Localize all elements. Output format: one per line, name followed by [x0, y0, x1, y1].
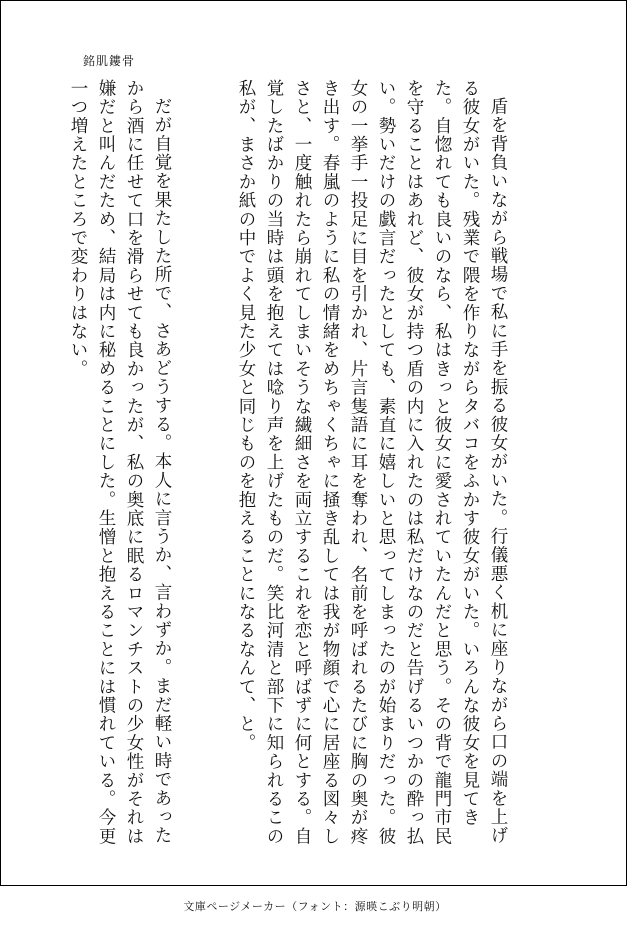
- page-title: 銘肌鏤骨: [83, 54, 136, 68]
- body-text: [8, 79, 568, 859]
- footer-credit: 文庫ページメーカー（フォント：源暎こぶり明朝）: [183, 900, 447, 913]
- paragraph-1: 盾を背負いながら戦場で私に手を振る彼女がいた。行儀悪く机に座りながら口の端を上げる彼女がいた。残業で隈を作りながらタバコをふかす彼女がいた。いろんな彼女を見てきた。自惚れても良いのなら、私はきっと彼女に愛されていたんだと思う。その背で龍門市民を守ることはあれど、彼女が持つ盾の内に入れたのは私だけなのだと告げるいつかの酔っ払い。勢いだけの戯言だったとしても、素直に嬉しいと思ってしまったのが始まりだった。彼女の一挙手一投足に目を引かれ、片言隻語に耳を奪われ、名前を呼ばれるたびに胸の奥が疼き出す。春嵐のように私の情緒をめちゃくちゃに掻き乱しては我が物顔で心に居座る図々しさと、一度触れたら崩れてしまいそうな繊細さを両立するこれを恋と呼ばずに何とする。自覚したばかりの当時は頭を抱えては唸り声を上げたものだ。笑比河清と部下に知られるこの私が、まさか紙の中でよく見た少女と同じものを抱えることになるなんて、と。: [236, 79, 508, 846]
- paragraph-2: だが自覚を果たした所で、さあどうする。本人に言うか、言わずか。まだ軽い時であったから酒に任せて口を滑らせても良かったが、私の奥底に眠るロマンチストの少女性がそれは嫌だと叫んだため、結局は内に秘めることにした。生憎と抱えることには慣れている。今更一つ増えたところで変わりはない。: [68, 79, 172, 846]
